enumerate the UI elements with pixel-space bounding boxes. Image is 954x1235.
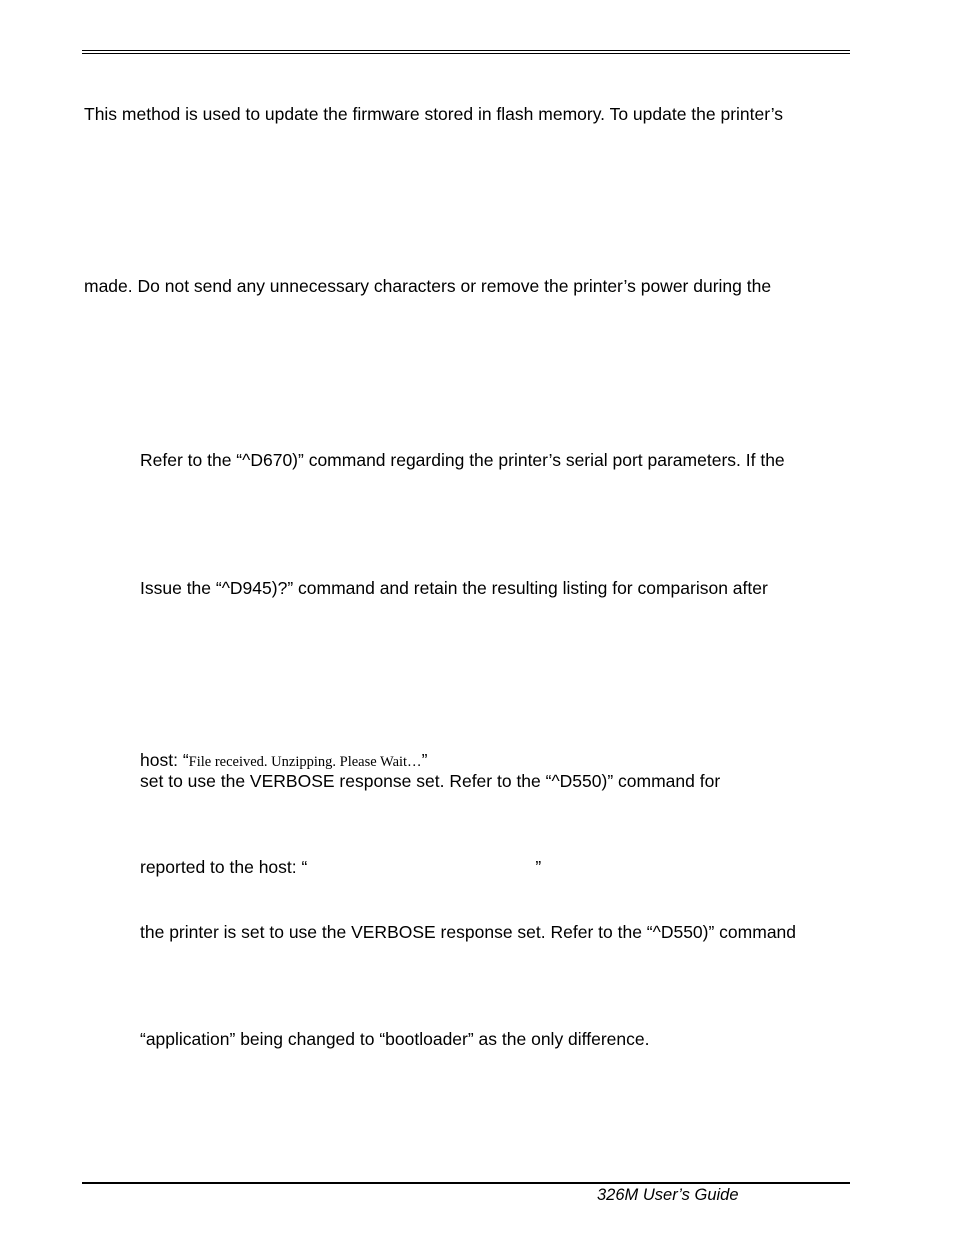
footer-rule (82, 1182, 850, 1184)
step-line-issue-command: Issue the “^D945)?” command and retain the resulting listing for comparison after (140, 578, 768, 598)
step-line-serial-port: Refer to the “^D670)” command regarding the printer’s serial port parameters. If the (140, 450, 785, 470)
step-line-host-message (140, 750, 427, 772)
step-line-verbose-2: the printer is set to use the VERBOSE response set. Refer to the “^D550)” command (140, 922, 797, 942)
body-line-caution: made. Do not send any unnecessary characters or remove the printer’s power during the (84, 276, 772, 296)
footer-guide-title: 326M User’s Guide (597, 1186, 739, 1204)
host-status-message: File received. Unzipping. Please Wait… (188, 754, 422, 770)
reported-prefix: reported to the host: (140, 857, 302, 877)
step-line-application: “application” being changed to “bootloader” as the only difference. (140, 1029, 650, 1049)
quote-close-2: ” (535, 857, 542, 877)
header-rule (82, 50, 850, 54)
host-prefix: host: (140, 750, 183, 770)
quote-close: ” (421, 750, 428, 770)
body-line-intro: This method is used to update the firmware stored in flash memory. To update the printer’s (84, 104, 784, 124)
quote-open-2: “ (301, 857, 308, 877)
step-line-verbose-1: set to use the VERBOSE response set. Refer to the “^D550)” command for (140, 771, 721, 791)
quote-open: “ (182, 750, 189, 770)
step-line-reported (140, 857, 541, 877)
